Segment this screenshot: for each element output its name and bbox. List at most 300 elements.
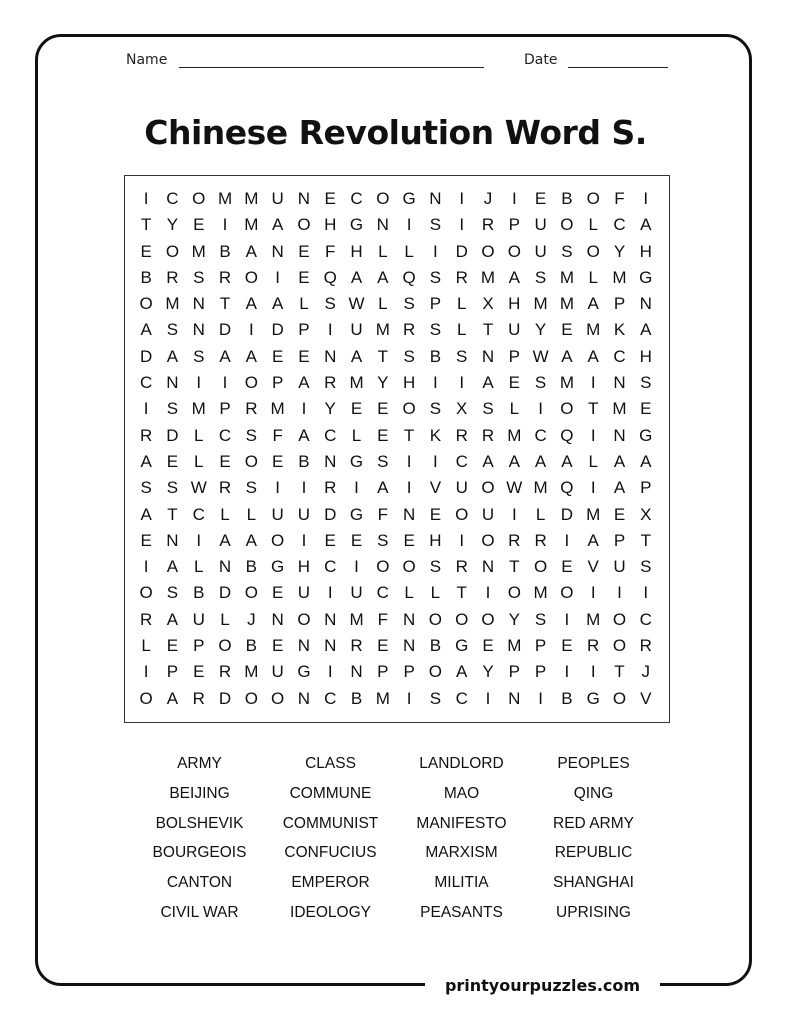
grid-cell[interactable]: P	[166, 662, 179, 682]
grid-cell[interactable]: L	[588, 267, 598, 287]
grid-cell[interactable]: A	[271, 294, 284, 314]
grid-cell[interactable]: E	[298, 267, 310, 287]
grid-cell[interactable]: L	[588, 215, 598, 235]
grid-cell[interactable]: U	[613, 557, 626, 577]
grid-cell[interactable]: Q	[402, 267, 416, 287]
grid-cell[interactable]: S	[245, 425, 257, 445]
grid-cell[interactable]: Y	[324, 399, 336, 419]
grid-cell[interactable]: D	[218, 688, 232, 708]
grid-cell[interactable]: O	[507, 583, 521, 603]
grid-cell[interactable]: I	[354, 478, 359, 498]
grid-cell[interactable]: D	[218, 320, 232, 340]
grid-cell[interactable]: W	[506, 478, 523, 498]
grid-cell[interactable]: B	[245, 557, 257, 577]
grid-cell[interactable]: I	[196, 373, 202, 393]
grid-cell[interactable]: M	[612, 399, 627, 419]
grid-cell[interactable]: O	[507, 241, 521, 261]
grid-cell[interactable]: G	[349, 451, 364, 471]
grid-cell[interactable]: G	[639, 267, 653, 287]
grid-cell[interactable]: M	[375, 320, 390, 340]
grid-cell[interactable]: A	[508, 451, 520, 471]
grid-cell[interactable]: N	[639, 294, 652, 314]
grid-cell[interactable]: I	[564, 662, 570, 682]
grid-cell[interactable]: N	[297, 189, 311, 208]
grid-cell[interactable]: U	[297, 583, 311, 603]
date-input-line[interactable]	[568, 67, 668, 68]
grid-cell[interactable]: E	[324, 189, 336, 208]
grid-cell[interactable]: M	[480, 267, 496, 287]
grid-cell[interactable]: C	[192, 504, 205, 524]
grid-cell[interactable]: A	[377, 478, 389, 498]
grid-cell[interactable]: B	[298, 451, 310, 471]
grid-cell[interactable]: I	[643, 583, 649, 603]
grid-cell[interactable]: L	[351, 425, 362, 445]
grid-cell[interactable]: T	[640, 530, 651, 550]
grid-cell[interactable]: M	[349, 609, 364, 629]
grid-cell[interactable]: S	[166, 478, 179, 498]
grid-cell[interactable]: O	[218, 636, 232, 656]
grid-cell[interactable]: A	[219, 346, 231, 366]
grid-cell[interactable]: O	[586, 241, 600, 261]
grid-cell[interactable]: T	[403, 425, 415, 445]
grid-cell[interactable]: C	[140, 373, 153, 393]
grid-cell[interactable]: N	[402, 504, 416, 524]
grid-cell[interactable]: A	[587, 346, 599, 366]
grid-cell[interactable]: S	[377, 451, 389, 471]
grid-cell[interactable]: P	[613, 530, 626, 550]
grid-cell[interactable]: A	[271, 215, 284, 235]
grid-cell[interactable]: M	[270, 399, 285, 419]
grid-cell[interactable]: S	[534, 609, 547, 629]
grid-cell[interactable]: E	[271, 451, 284, 471]
grid-cell[interactable]: B	[350, 688, 363, 708]
grid-cell[interactable]: M	[559, 267, 574, 287]
grid-cell[interactable]: I	[275, 267, 280, 287]
grid-cell[interactable]: I	[485, 688, 491, 708]
grid-cell[interactable]: A	[298, 373, 310, 393]
grid-cell[interactable]: I	[143, 189, 149, 208]
grid-cell[interactable]: M	[586, 320, 601, 340]
grid-cell[interactable]: O	[271, 530, 285, 550]
grid-cell[interactable]: P	[271, 373, 284, 393]
grid-cell[interactable]: C	[455, 688, 468, 708]
grid-cell[interactable]: B	[219, 241, 231, 261]
grid-cell[interactable]: O	[455, 609, 469, 629]
grid-cell[interactable]: L	[456, 320, 467, 340]
grid-cell[interactable]: C	[613, 215, 626, 235]
grid-cell[interactable]: A	[508, 267, 520, 287]
grid-cell[interactable]: R	[639, 636, 652, 656]
grid-cell[interactable]: R	[218, 478, 232, 498]
grid-cell[interactable]: N	[271, 241, 284, 261]
grid-cell[interactable]: M	[559, 373, 574, 393]
grid-cell[interactable]: I	[538, 688, 543, 708]
grid-cell[interactable]: A	[350, 267, 363, 287]
grid-cell[interactable]: D	[140, 346, 153, 366]
grid-cell[interactable]: S	[166, 320, 179, 340]
grid-cell[interactable]: A	[166, 609, 179, 629]
grid-cell[interactable]: A	[166, 557, 179, 577]
grid-cell[interactable]: I	[538, 399, 543, 419]
grid-cell[interactable]: L	[509, 399, 520, 419]
grid-cell[interactable]: N	[613, 373, 626, 393]
grid-cell[interactable]: S	[193, 346, 205, 366]
grid-cell[interactable]: T	[456, 583, 467, 603]
grid-cell[interactable]: O	[612, 636, 627, 656]
grid-cell[interactable]: P	[219, 399, 231, 419]
grid-cell[interactable]: S	[245, 478, 257, 498]
grid-cell[interactable]: I	[590, 478, 596, 498]
grid-cell[interactable]: D	[218, 583, 232, 603]
grid-cell[interactable]: A	[166, 688, 179, 708]
grid-cell[interactable]: I	[459, 215, 465, 235]
grid-cell[interactable]: U	[350, 583, 363, 603]
grid-cell[interactable]: W	[532, 346, 549, 366]
grid-cell[interactable]: Y	[508, 609, 520, 629]
grid-cell[interactable]: E	[298, 346, 310, 366]
grid-cell[interactable]: E	[298, 241, 310, 261]
grid-cell[interactable]: U	[192, 609, 205, 629]
grid-cell[interactable]: L	[404, 583, 414, 603]
grid-cell[interactable]: T	[377, 346, 389, 366]
grid-cell[interactable]: V	[640, 688, 652, 708]
grid-cell[interactable]: I	[406, 451, 412, 471]
grid-cell[interactable]: L	[456, 294, 467, 314]
grid-cell[interactable]: V	[587, 557, 599, 577]
grid-cell[interactable]: O	[244, 373, 258, 393]
grid-cell[interactable]: A	[482, 451, 494, 471]
grid-cell[interactable]: O	[586, 189, 600, 208]
grid-cell[interactable]: R	[508, 530, 521, 550]
grid-cell[interactable]: U	[271, 189, 284, 208]
grid-cell[interactable]: C	[534, 425, 547, 445]
grid-cell[interactable]: O	[402, 399, 416, 419]
grid-cell[interactable]: U	[481, 504, 495, 524]
grid-cell[interactable]: E	[271, 636, 284, 656]
grid-cell[interactable]: O	[612, 688, 627, 708]
grid-cell[interactable]: E	[377, 425, 389, 445]
grid-cell[interactable]: N	[324, 609, 337, 629]
grid-cell[interactable]: L	[430, 583, 441, 603]
grid-cell[interactable]: A	[140, 504, 152, 524]
grid-cell[interactable]: L	[194, 557, 204, 577]
grid-cell[interactable]: R	[350, 636, 363, 656]
grid-cell[interactable]: I	[590, 662, 596, 682]
grid-cell[interactable]: E	[482, 636, 494, 656]
grid-cell[interactable]: O	[428, 609, 443, 629]
grid-cell[interactable]: A	[482, 373, 494, 393]
grid-cell[interactable]: E	[561, 320, 573, 340]
grid-cell[interactable]: S	[534, 267, 547, 287]
grid-cell[interactable]: U	[508, 320, 521, 340]
grid-cell[interactable]: N	[402, 609, 416, 629]
grid-cell[interactable]: I	[327, 320, 333, 340]
grid-cell[interactable]: A	[350, 346, 363, 366]
grid-cell[interactable]: A	[245, 241, 257, 261]
grid-cell[interactable]: P	[508, 215, 520, 235]
grid-cell[interactable]: L	[194, 451, 204, 471]
grid-cell[interactable]: A	[640, 451, 652, 471]
grid-cell[interactable]: G	[349, 215, 364, 235]
grid-cell[interactable]: E	[377, 636, 389, 656]
grid-cell[interactable]: S	[429, 215, 442, 235]
grid-cell[interactable]: O	[376, 189, 390, 208]
grid-cell[interactable]: L	[141, 636, 151, 656]
grid-cell[interactable]: R	[245, 399, 258, 419]
grid-cell[interactable]: A	[140, 320, 152, 340]
grid-cell[interactable]: R	[324, 478, 337, 498]
grid-cell[interactable]: A	[561, 451, 573, 471]
grid-cell[interactable]: P	[429, 294, 442, 314]
grid-cell[interactable]: F	[377, 504, 389, 524]
grid-cell[interactable]: R	[324, 373, 337, 393]
grid-cell[interactable]: L	[246, 504, 257, 524]
grid-cell[interactable]: O	[244, 688, 258, 708]
grid-cell[interactable]: E	[271, 583, 284, 603]
grid-cell[interactable]: P	[193, 636, 205, 656]
grid-cell[interactable]: O	[560, 399, 574, 419]
grid-cell[interactable]: M	[507, 636, 522, 656]
grid-cell[interactable]: C	[324, 425, 337, 445]
grid-cell[interactable]: A	[613, 478, 626, 498]
grid-cell[interactable]: N	[166, 530, 179, 550]
grid-cell[interactable]: K	[429, 425, 442, 445]
grid-cell[interactable]: M	[586, 609, 601, 629]
grid-cell[interactable]: Y	[482, 662, 494, 682]
grid-cell[interactable]: E	[166, 636, 179, 656]
grid-cell[interactable]: J	[247, 609, 256, 629]
grid-cell[interactable]: I	[143, 399, 149, 419]
grid-cell[interactable]: E	[219, 451, 231, 471]
grid-cell[interactable]: U	[297, 504, 311, 524]
grid-cell[interactable]: O	[244, 583, 258, 603]
grid-cell[interactable]: N	[192, 294, 205, 314]
grid-cell[interactable]: C	[639, 609, 652, 629]
grid-cell[interactable]: T	[140, 215, 152, 235]
grid-cell[interactable]: R	[455, 425, 468, 445]
grid-cell[interactable]: O	[612, 609, 627, 629]
grid-cell[interactable]: I	[459, 373, 465, 393]
grid-cell[interactable]: M	[612, 267, 627, 287]
grid-cell[interactable]: M	[191, 399, 206, 419]
grid-cell[interactable]: S	[166, 399, 179, 419]
grid-cell[interactable]: U	[534, 241, 547, 261]
grid-cell[interactable]: N	[297, 688, 311, 708]
grid-cell[interactable]: P	[534, 636, 547, 656]
grid-cell[interactable]: R	[140, 425, 153, 445]
grid-cell[interactable]: W	[190, 478, 207, 498]
grid-cell[interactable]: A	[587, 294, 599, 314]
grid-cell[interactable]: I	[590, 373, 596, 393]
grid-cell[interactable]: M	[533, 583, 548, 603]
grid-cell[interactable]: A	[140, 451, 152, 471]
grid-cell[interactable]: O	[533, 557, 548, 577]
grid-cell[interactable]: I	[511, 189, 517, 208]
name-input-line[interactable]	[179, 67, 484, 68]
grid-cell[interactable]: C	[376, 583, 389, 603]
grid-cell[interactable]: E	[561, 636, 573, 656]
grid-cell[interactable]: E	[377, 399, 389, 419]
grid-cell[interactable]: E	[324, 530, 336, 550]
grid-cell[interactable]: O	[271, 688, 285, 708]
grid-cell[interactable]: S	[377, 530, 389, 550]
grid-cell[interactable]: E	[350, 530, 363, 550]
grid-cell[interactable]: B	[561, 688, 573, 708]
grid-cell[interactable]: Y	[377, 373, 389, 393]
grid-cell[interactable]: H	[639, 346, 652, 366]
grid-cell[interactable]: A	[166, 346, 179, 366]
grid-cell[interactable]: R	[402, 320, 416, 340]
grid-cell[interactable]: A	[640, 320, 652, 340]
grid-cell[interactable]: I	[196, 530, 202, 550]
grid-cell[interactable]: E	[429, 504, 442, 524]
grid-cell[interactable]: I	[459, 530, 465, 550]
grid-cell[interactable]: R	[140, 609, 153, 629]
grid-cell[interactable]: E	[640, 399, 652, 419]
grid-cell[interactable]: N	[192, 320, 205, 340]
grid-cell[interactable]: I	[617, 583, 622, 603]
grid-cell[interactable]: I	[327, 662, 333, 682]
grid-cell[interactable]: E	[140, 241, 152, 261]
grid-cell[interactable]: B	[140, 267, 152, 287]
grid-cell[interactable]: H	[350, 241, 363, 261]
grid-cell[interactable]: O	[139, 583, 153, 603]
grid-cell[interactable]: L	[404, 241, 414, 261]
grid-cell[interactable]: T	[219, 294, 231, 314]
grid-cell[interactable]: R	[455, 557, 468, 577]
grid-cell[interactable]: S	[140, 478, 152, 498]
grid-cell[interactable]: A	[640, 215, 652, 235]
grid-cell[interactable]: C	[166, 189, 179, 208]
grid-cell[interactable]: H	[402, 373, 416, 393]
grid-cell[interactable]: E	[193, 662, 205, 682]
grid-cell[interactable]: I	[406, 478, 412, 498]
grid-cell[interactable]: P	[534, 662, 547, 682]
grid-cell[interactable]: D	[455, 241, 468, 261]
grid-cell[interactable]: T	[167, 504, 178, 524]
grid-cell[interactable]: F	[377, 609, 389, 629]
grid-cell[interactable]: N	[613, 425, 626, 445]
grid-cell[interactable]: S	[456, 346, 468, 366]
grid-cell[interactable]: Y	[534, 320, 547, 340]
grid-cell[interactable]: A	[245, 530, 257, 550]
grid-cell[interactable]: P	[377, 662, 389, 682]
grid-cell[interactable]: O	[297, 609, 311, 629]
grid-cell[interactable]: G	[271, 557, 285, 577]
grid-cell[interactable]: I	[433, 373, 438, 393]
grid-cell[interactable]: O	[481, 241, 495, 261]
grid-cell[interactable]: N	[324, 451, 337, 471]
grid-cell[interactable]: U	[534, 215, 547, 235]
grid-cell[interactable]: B	[429, 346, 442, 366]
grid-cell[interactable]: S	[640, 373, 652, 393]
grid-cell[interactable]: U	[271, 662, 284, 682]
grid-cell[interactable]: C	[455, 451, 468, 471]
grid-cell[interactable]: S	[429, 399, 442, 419]
grid-cell[interactable]: E	[403, 530, 415, 550]
grid-cell[interactable]: M	[507, 425, 522, 445]
grid-cell[interactable]: I	[354, 557, 359, 577]
grid-cell[interactable]: O	[481, 609, 495, 629]
grid-cell[interactable]: M	[559, 294, 574, 314]
grid-cell[interactable]: H	[639, 241, 652, 261]
grid-cell[interactable]: G	[402, 189, 416, 208]
grid-cell[interactable]: I	[327, 583, 333, 603]
grid-cell[interactable]: F	[325, 241, 336, 261]
grid-cell[interactable]: S	[534, 373, 547, 393]
grid-cell[interactable]: P	[403, 662, 415, 682]
grid-cell[interactable]: S	[324, 294, 336, 314]
grid-cell[interactable]: A	[377, 267, 389, 287]
grid-cell[interactable]: E	[613, 504, 626, 524]
grid-cell[interactable]: O	[376, 557, 390, 577]
grid-cell[interactable]: T	[614, 662, 625, 682]
grid-cell[interactable]: B	[193, 583, 205, 603]
grid-cell[interactable]: O	[560, 583, 574, 603]
grid-cell[interactable]: S	[561, 241, 573, 261]
grid-cell[interactable]: I	[564, 530, 570, 550]
grid-cell[interactable]: C	[324, 688, 337, 708]
grid-cell[interactable]: N	[429, 189, 442, 208]
grid-cell[interactable]: O	[481, 530, 495, 550]
grid-cell[interactable]: R	[481, 425, 495, 445]
grid-cell[interactable]: I	[222, 215, 228, 235]
grid-cell[interactable]: A	[534, 451, 547, 471]
grid-cell[interactable]: R	[455, 267, 468, 287]
grid-cell[interactable]: I	[643, 189, 649, 208]
grid-cell[interactable]: L	[378, 294, 388, 314]
grid-cell[interactable]: V	[429, 478, 442, 498]
grid-cell[interactable]: I	[511, 504, 517, 524]
grid-cell[interactable]: O	[481, 478, 495, 498]
grid-cell[interactable]: O	[192, 189, 206, 208]
grid-cell[interactable]: C	[324, 557, 337, 577]
grid-cell[interactable]: S	[429, 267, 442, 287]
grid-cell[interactable]: R	[218, 267, 232, 287]
grid-cell[interactable]: R	[587, 636, 600, 656]
grid-cell[interactable]: M	[533, 294, 548, 314]
grid-cell[interactable]: J	[641, 662, 651, 682]
grid-cell[interactable]: E	[561, 557, 573, 577]
grid-cell[interactable]: Q	[323, 267, 337, 287]
grid-cell[interactable]: N	[481, 557, 495, 577]
grid-cell[interactable]: S	[193, 267, 205, 287]
grid-cell[interactable]: S	[640, 557, 652, 577]
grid-cell[interactable]: S	[429, 320, 442, 340]
grid-cell[interactable]: D	[560, 504, 574, 524]
grid-cell[interactable]: O	[139, 688, 153, 708]
grid-cell[interactable]: P	[640, 478, 652, 498]
grid-cell[interactable]: N	[166, 373, 179, 393]
grid-cell[interactable]: S	[429, 557, 442, 577]
grid-cell[interactable]: R	[218, 662, 232, 682]
grid-cell[interactable]: R	[166, 267, 179, 287]
grid-cell[interactable]: M	[349, 373, 364, 393]
grid-cell[interactable]: N	[324, 346, 337, 366]
grid-cell[interactable]: O	[297, 215, 311, 235]
grid-cell[interactable]: X	[482, 294, 494, 314]
grid-cell[interactable]: I	[222, 373, 228, 393]
grid-cell[interactable]: I	[433, 451, 438, 471]
grid-cell[interactable]: S	[403, 294, 415, 314]
grid-cell[interactable]: N	[350, 662, 363, 682]
grid-cell[interactable]: E	[350, 399, 363, 419]
grid-cell[interactable]: I	[459, 189, 465, 208]
grid-cell[interactable]: F	[614, 189, 625, 208]
grid-cell[interactable]: L	[588, 451, 598, 471]
grid-cell[interactable]: A	[298, 425, 310, 445]
grid-cell[interactable]: M	[191, 241, 206, 261]
